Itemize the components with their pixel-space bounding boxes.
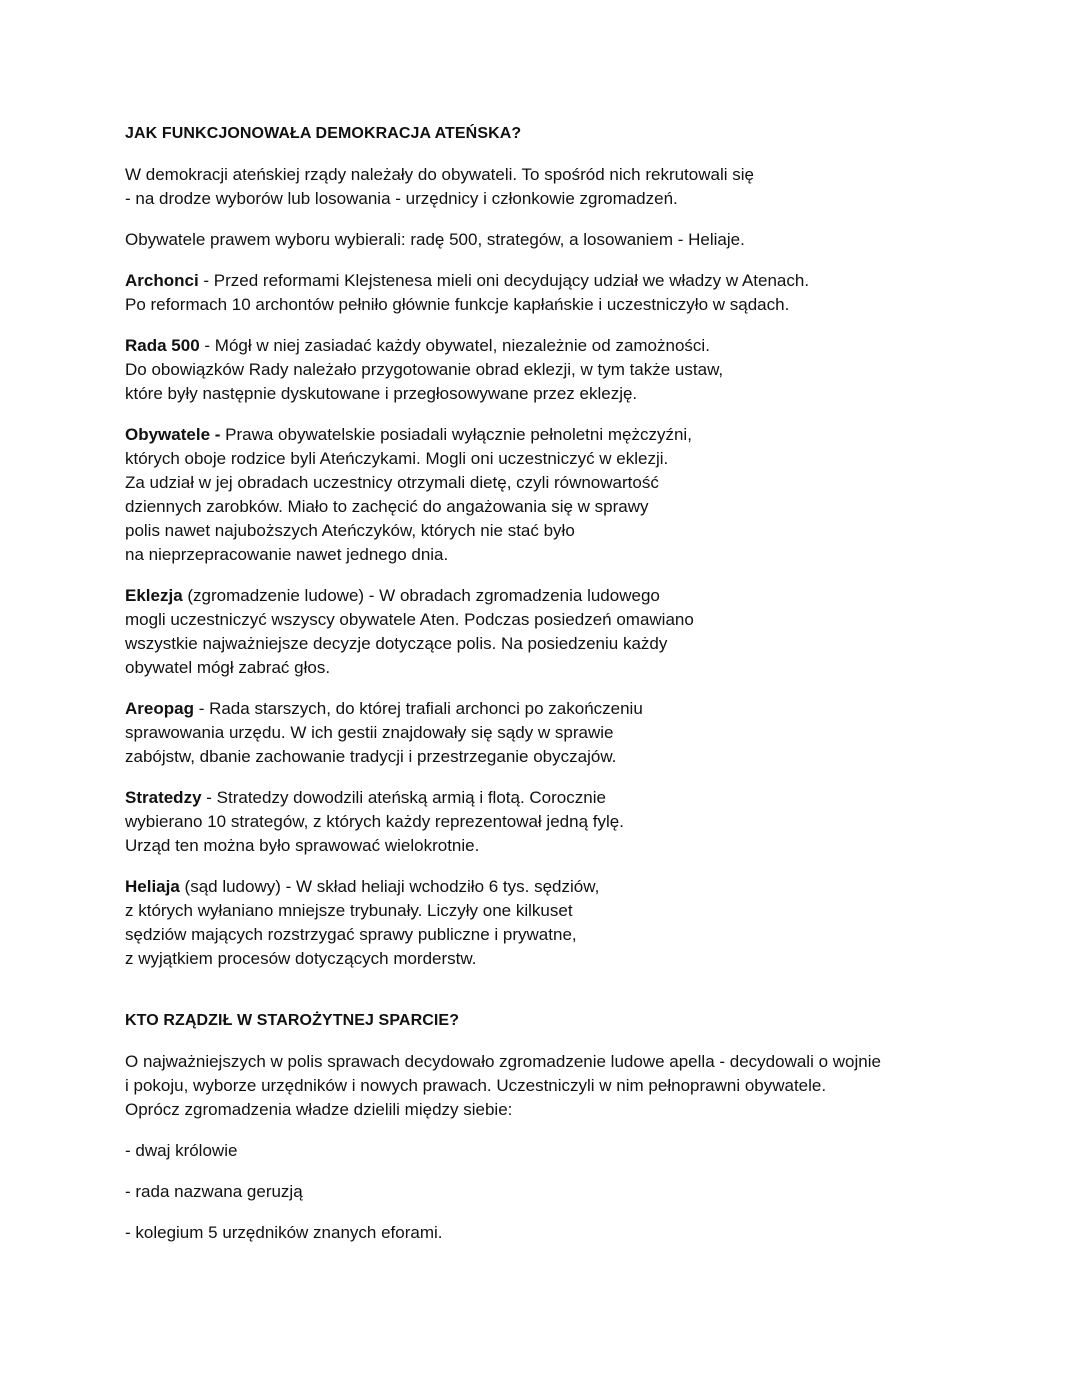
sparta-intro-paragraph (125, 1050, 1025, 1122)
text-line: dziennych zarobków. Miało to zachęcić do angażowania się w sprawy (125, 497, 649, 516)
list-item-text: - dwaj królowie (125, 1141, 238, 1160)
list-item (125, 1221, 1025, 1245)
list-item (125, 1180, 1025, 1204)
section-heading-sparta: KTO RZĄDZIŁ W STAROŻYTNEJ SPARCIE? (125, 1012, 460, 1029)
definition-start: Prawa obywatelskie posiadali wyłącznie pełnoletni mężczyźni, (220, 425, 692, 444)
text-line: z których wyłaniano mniejsze trybunały. Liczyły one kilkuset (125, 901, 573, 920)
text-line: - na drodze wyborów lub losowania - urzędnicy i członkowie zgromadzeń. (125, 189, 678, 208)
text-line: obywatel mógł zabrać głos. (125, 658, 331, 677)
list-item-text: - kolegium 5 urzędników znanych eforami. (125, 1223, 443, 1242)
text-line: O najważniejszych w polis sprawach decydowało zgromadzenie ludowe apella - decydowali o wojnie (125, 1052, 881, 1071)
rada500-paragraph (125, 334, 1025, 406)
definition-start: - Przed reformami Klejstenesa mieli oni decydujący udział we władzy w Atenach. (198, 271, 810, 290)
list-item-text: - rada nazwana geruzją (125, 1182, 303, 1201)
text-line: sprawowania urzędu. W ich gestii znajdowały się sądy w sprawie (125, 723, 614, 742)
definition-start: (zgromadzenie ludowe) - W obradach zgromadzenia ludowego (182, 586, 660, 605)
eklezja-paragraph (125, 584, 1025, 680)
text-line: Urząd ten można było sprawować wielokrotnie. (125, 836, 480, 855)
text-line: na nieprzepracowanie nawet jednego dnia. (125, 545, 449, 564)
list-item (125, 1139, 1025, 1163)
text-line (125, 584, 1025, 608)
text-line: zabójstw, dbanie zachowanie tradycji i przestrzeganie obyczajów. (125, 747, 617, 766)
elections-paragraph (125, 228, 1025, 252)
text-line: których oboje rodzice byli Ateńczykami. Mogli oni uczestniczyć w eklezji. (125, 449, 669, 468)
text-line: które były następnie dyskutowane i przegłosowywane przez eklezję. (125, 384, 638, 403)
text-line (125, 423, 1025, 447)
archonci-paragraph (125, 269, 1025, 317)
term-heliaja: Heliaja (125, 877, 180, 896)
text-line (125, 269, 1025, 293)
text-line: Za udział w jej obradach uczestnicy otrzymali dietę, czyli równowartość (125, 473, 659, 492)
document-page (125, 122, 1025, 1245)
text-line: mogli uczestniczyć wszyscy obywatele Aten. Podczas posiedzeń omawiano (125, 610, 694, 629)
term-stratedzy: Stratedzy (125, 788, 202, 807)
term-obywatele: Obywatele - (125, 425, 221, 444)
text-line: z wyjątkiem procesów dotyczących morderstw. (125, 949, 477, 968)
term-rada-500: Rada 500 (125, 336, 200, 355)
text-line (125, 334, 1025, 358)
obywatele-paragraph (125, 423, 1025, 567)
definition-start: - Rada starszych, do której trafiali archonci po zakończeniu (193, 699, 643, 718)
term-archonci: Archonci (125, 271, 199, 290)
definition-start: (sąd ludowy) - W skład heliaji wchodziło 6 tys. sędziów, (179, 877, 600, 896)
term-eklezja: Eklezja (125, 586, 183, 605)
term-areopag: Areopag (125, 699, 194, 718)
text-line: W demokracji ateńskiej rządy należały do obywateli. To spośród nich rekrutowali się (125, 165, 754, 184)
text-line: Obywatele prawem wyboru wybierali: radę 500, strategów, a losowaniem - Heliaje. (125, 230, 745, 249)
athens-intro-paragraph (125, 163, 1025, 211)
text-line: Oprócz zgromadzenia władze dzielili między siebie: (125, 1100, 513, 1119)
text-line (125, 875, 1025, 899)
text-line (125, 697, 1025, 721)
definition-start: - Mógł w niej zasiadać każdy obywatel, niezależnie od zamożności. (199, 336, 710, 355)
definition-start: - Stratedzy dowodzili ateńską armią i flotą. Corocznie (201, 788, 606, 807)
text-line: i pokoju, wyborze urzędników i nowych prawach. Uczestniczyli w nim pełnoprawni obywatele. (125, 1076, 827, 1095)
stratedzy-paragraph (125, 786, 1025, 858)
areopag-paragraph (125, 697, 1025, 769)
text-line: wszystkie najważniejsze decyzje dotyczące polis. Na posiedzeniu każdy (125, 634, 668, 653)
text-line: sędziów mających rozstrzygać sprawy publiczne i prywatne, (125, 925, 577, 944)
text-line (125, 786, 1025, 810)
heliaja-paragraph (125, 875, 1025, 971)
text-line: Do obowiązków Rady należało przygotowanie obrad eklezji, w tym także ustaw, (125, 360, 724, 379)
text-line: polis nawet najuboższych Ateńczyków, których nie stać było (125, 521, 575, 540)
section-heading-athens: JAK FUNKCJONOWAŁA DEMOKRACJA ATEŃSKA? (125, 125, 522, 142)
text-line: Po reformach 10 archontów pełniło głównie funkcje kapłańskie i uczestniczyło w sądach. (125, 295, 790, 314)
text-line: wybierano 10 strategów, z których każdy reprezentował jedną fylę. (125, 812, 624, 831)
